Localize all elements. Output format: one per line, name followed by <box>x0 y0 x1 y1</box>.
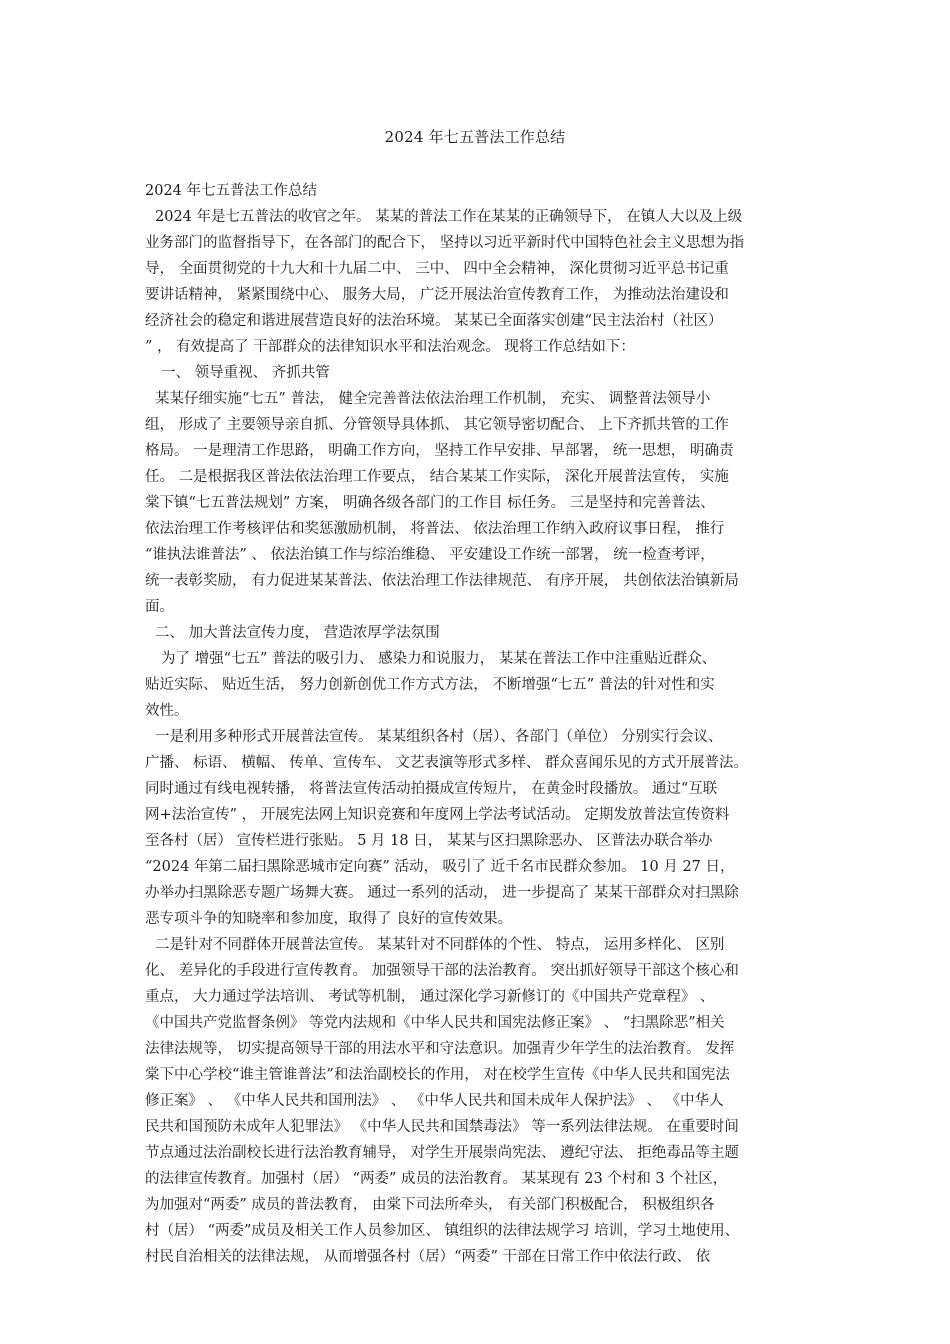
text-line: 任。 二是根据我区普法依法治理工作要点， 结合某某工作实际， 深化开展普法宣传， 实施 <box>145 469 729 485</box>
text-line: 重点， 大力通过学法培训、 考试等机制， 通过深化学习新修订的《中国共产党章程》 、 <box>145 989 715 1005</box>
text-line: 贴近实际、 贴近生活， 努力创新创优工作方式方法， 不断增强“七五” 普法的针对性和实 <box>145 677 715 693</box>
text-line: 经济社会的稳定和谐进展营造良好的法治环境。 某某已全面落实创建“民主法治村（社区） <box>145 313 723 329</box>
text-line: 某某仔细实施“七五” 普法， 健全完善普法依法治理工作机制， 充实、 调整普法领导小 <box>155 391 711 407</box>
text-line: 办举办扫黑除恶专题广场舞大赛。 通过一系列的活动， 进一步提高了 某某干部群众对扫黑除 <box>145 885 739 901</box>
text-line: 修正案》 、 《中华人民共和国刑法》 、 《中华人民共和国未成年人保护法》 、 《中华人 <box>145 1093 724 1109</box>
text-line: 网+法治宣传” ， 开展宪法网上知识竞赛和年度网上学法考试活动。 定期发放普法宣传资料 <box>145 807 730 823</box>
text-line: 二是针对不同群体开展普法宣传。 某某针对不同群体的个性、 特点， 运用多样化、 区别 <box>155 937 725 953</box>
text-line: 二、 加大普法宣传力度， 营造浓厚学法氛围 <box>155 625 440 641</box>
text-line: 组， 形成了 主要领导亲自抓、分管领导具体抓、 其它领导密切配合、 上下齐抓共管的工作 <box>145 417 729 433</box>
text-line: “2024 年第二届扫黑除恶城市定向赛” 活动， 吸引了 近千名市民群众参加。 10 月 27 日， <box>145 859 735 875</box>
text-line: 同时通过有线电视转播， 将普法宣传活动拍摄成宣传短片， 在黄金时段播放。 通过“互联 <box>145 781 718 797</box>
document-title: 2024 年七五普法工作总结 <box>384 128 566 146</box>
text-line: 一是利用多种形式开展普法宣传。 某某组织各村（居）、各部门（单位） 分别实行会议、 <box>155 729 723 745</box>
text-line: 的法律宣传教育。加强村（居） “两委” 成员的法治教育。 某某现有 23 个村和 3 个社区， <box>145 1171 728 1187</box>
document-body <box>145 178 815 1270</box>
text-line: 为加强对“两委” 成员的普法教育， 由棠下司法所牵头， 有关部门积极配合， 积极组织各 <box>145 1197 715 1213</box>
text-line: 《中国共产党监督条例》 等党内法规和《中华人民共和国宪法修正案》 、 “扫黑除恶”相关 <box>145 1015 725 1031</box>
text-line: 为了 增强“七五” 普法的吸引力、 感染力和说服力， 某某在普法工作中注重贴近群众、 <box>161 651 717 667</box>
text-line: 节点通过法治副校长进行法治教育辅导， 对学生开展崇尚宪法、 遵纪守法、 拒绝毒品等主题 <box>145 1145 739 1161</box>
text-line: “谁执法谁普法” 、 依法治镇工作与综治维稳、 平安建设工作统一部署， 统一检查考评， <box>145 547 715 563</box>
text-line: 法律法规等， 切实提高领导干部的用法水平和守法意识。加强青少年学生的法治教育。 发挥 <box>145 1041 735 1057</box>
text-line: 村民自治相关的法律法规， 从而增强各村（居）“两委” 干部在日常工作中依法行政、 依 <box>145 1249 711 1265</box>
text-line: 依法治理工作考核评估和奖惩激励机制， 将普法、 依法治理工作纳入政府议事日程， 推行 <box>145 521 725 537</box>
text-line: 一、 领导重视、 齐抓共管 <box>161 365 330 381</box>
text-line: ” ， 有效提高了 干部群众的法律知识水平和法治观念。 现将工作总结如下： <box>145 339 635 355</box>
text-line: 广播、 标语、 横幅、 传单、宣传车、 文艺表演等形式多样、 群众喜闻乐见的方式开展普法。 <box>145 755 749 771</box>
text-line: 村（居） “两委”成员及相关工作人员参加区、 镇组织的法律法规学习 培训，学习土地使用、 <box>145 1223 740 1239</box>
text-line: 统一表彰奖励， 有力促进某某普法、依法治理工作法律规范、 有序开展， 共创依法治镇新局 <box>145 573 739 589</box>
text-line: 化、 差异化的手段进行宣传教育。 加强领导干部的法治教育。 突出抓好领导干部这个核心和 <box>145 963 739 979</box>
text-line: 恶专项斗争的知晓率和参加度，取得了 良好的宣传效果。 <box>145 911 513 927</box>
text-line: 民共和国预防未成年人犯罪法》 《中华人民共和国禁毒法》 等一系列法律法规。 在重要时间 <box>145 1119 739 1135</box>
document-subtitle: 2024 年七五普法工作总结 <box>145 183 318 199</box>
text-line: 至各村（居） 宣传栏进行张贴。 5 月 18 日， 某某与区扫黑除恶办、 区普法办联合举办 <box>145 833 713 849</box>
text-line: 格局。 一是理清工作思路， 明确工作方向， 坚持工作早安排、早部署， 统一思想， 明确责 <box>145 443 734 459</box>
text-line: 要讲话精神， 紧紧围绕中心、 服务大局， 广泛开展法治宣传教育工作， 为推动法治建设和 <box>145 287 729 303</box>
text-line: 2024 年是七五普法的收官之年。 某某的普法工作在某某的正确领导下， 在镇人大以及上级 <box>155 209 743 225</box>
text-line: 棠下中心学校“谁主管谁普法”和法治副校长的作用， 对在校学生宣传《中华人民共和国宪法 <box>145 1067 730 1083</box>
text-line: 导， 全面贯彻党的十九大和十九届二中、 三中、 四中全会精神， 深化贯彻习近平总书记重 <box>145 261 729 277</box>
text-line: 效性。 <box>145 703 189 719</box>
text-line: 棠下镇“七五普法规划” 方案， 明确各级各部门的工作目 标任务。 三是坚持和完善普法、 <box>145 495 715 511</box>
text-line: 业务部门的监督指导下，在各部门的配合下， 坚持以习近平新时代中国特色社会主义思想为指 <box>145 235 745 251</box>
text-line: 面。 <box>145 599 174 615</box>
